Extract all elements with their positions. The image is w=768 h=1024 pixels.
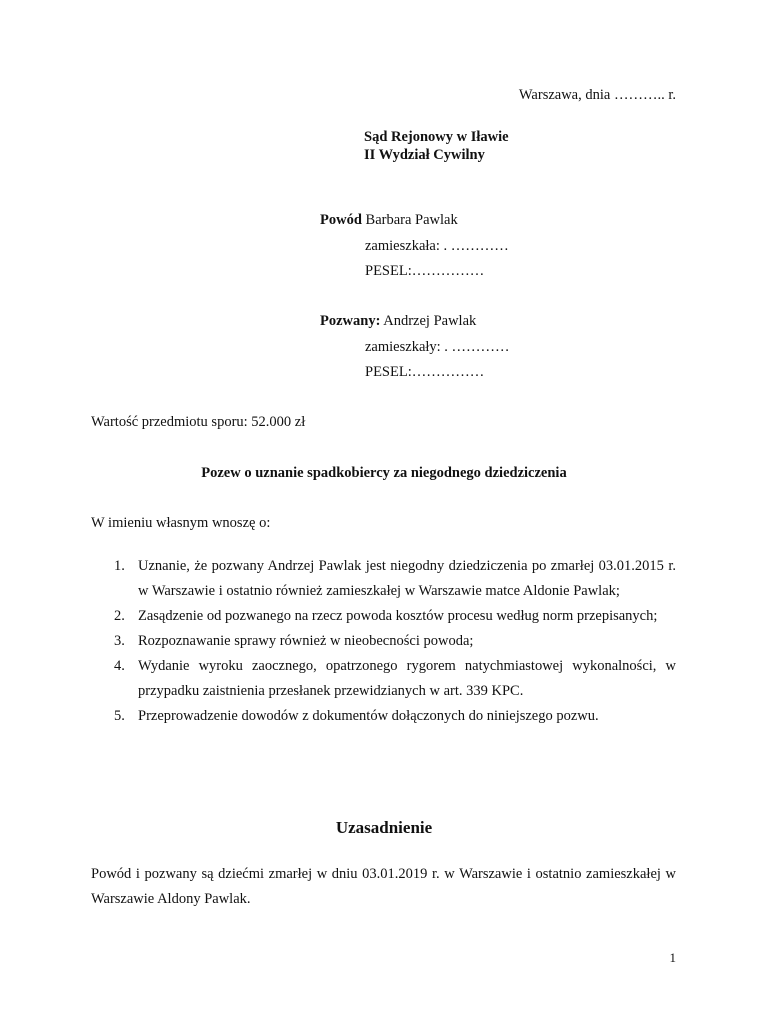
court-name: Sąd Rejonowy w Iławie <box>364 129 509 145</box>
justification-heading: Uzasadnienie <box>335 818 433 837</box>
dispute-value: Wartość przedmiotu sporu: 52.000 zł <box>91 414 306 430</box>
list-item-number: 1. <box>114 558 125 574</box>
plaintiff-pesel: PESEL:…………… <box>365 263 485 279</box>
defendant-address: zamieszkały: . ………… <box>365 339 510 355</box>
intro-text: W imieniu własnym wnoszę o: <box>91 515 271 531</box>
court-block <box>364 128 509 164</box>
document-title: Pozew o uznanie spadkobiercy za niegodnego dziedziczenia <box>201 465 567 481</box>
list-item <box>92 554 676 604</box>
list-item <box>92 604 676 629</box>
list-item-text: Zasądzenie od pozwanego na rzecz powoda kosztów procesu według norm przepisanych; <box>138 608 658 624</box>
plaintiff-name: Barbara Pawlak <box>365 212 458 228</box>
list-item-text: Uznanie, że pozwany Andrzej Pawlak jest niegodny dziedziczenia po zmarłej 03.01.2015 r. w Warszawie i ostatnio również zamieszkałej w Warszawie matce Aldonie Pawlak; <box>138 558 676 599</box>
place-date: Warszawa, dnia ……….. r. <box>518 87 676 103</box>
list-item-number: 3. <box>114 633 125 649</box>
defendant-pesel: PESEL:…………… <box>365 364 485 380</box>
list-item <box>92 654 676 704</box>
list-item <box>92 629 676 654</box>
page-number: 1 <box>669 950 676 965</box>
plaintiff-line <box>320 212 458 229</box>
plaintiff-label: Powód <box>320 212 362 228</box>
justification-paragraph: Powód i pozwany są dziećmi zmarłej w dniu 03.01.2019 r. w Warszawie i ostatnio zamieszkałej w Warszawie Aldony Pawlak. <box>91 866 676 907</box>
list-item-number: 4. <box>114 658 125 674</box>
list-item-text: Rozpoznawanie sprawy również w nieobecności powoda; <box>138 633 474 649</box>
court-division: II Wydział Cywilny <box>364 147 485 163</box>
defendant-name: Andrzej Pawlak <box>383 313 477 329</box>
defendant-label: Pozwany: <box>320 313 381 329</box>
list-item-number: 5. <box>114 708 125 724</box>
list-item-text: Wydanie wyroku zaocznego, opatrzonego rygorem natychmiastowej wykonalności, w przypadku zaistnienia przesłanek przewidzianych w art. 339 KPC. <box>138 658 676 699</box>
plaintiff-address: zamieszkała: . ………… <box>365 238 509 254</box>
list-item <box>92 704 676 729</box>
list-item-number: 2. <box>114 608 125 624</box>
list-item-text: Przeprowadzenie dowodów z dokumentów dołączonych do niniejszego pozwu. <box>138 708 599 724</box>
requests-list <box>92 554 676 729</box>
defendant-line <box>320 313 476 330</box>
